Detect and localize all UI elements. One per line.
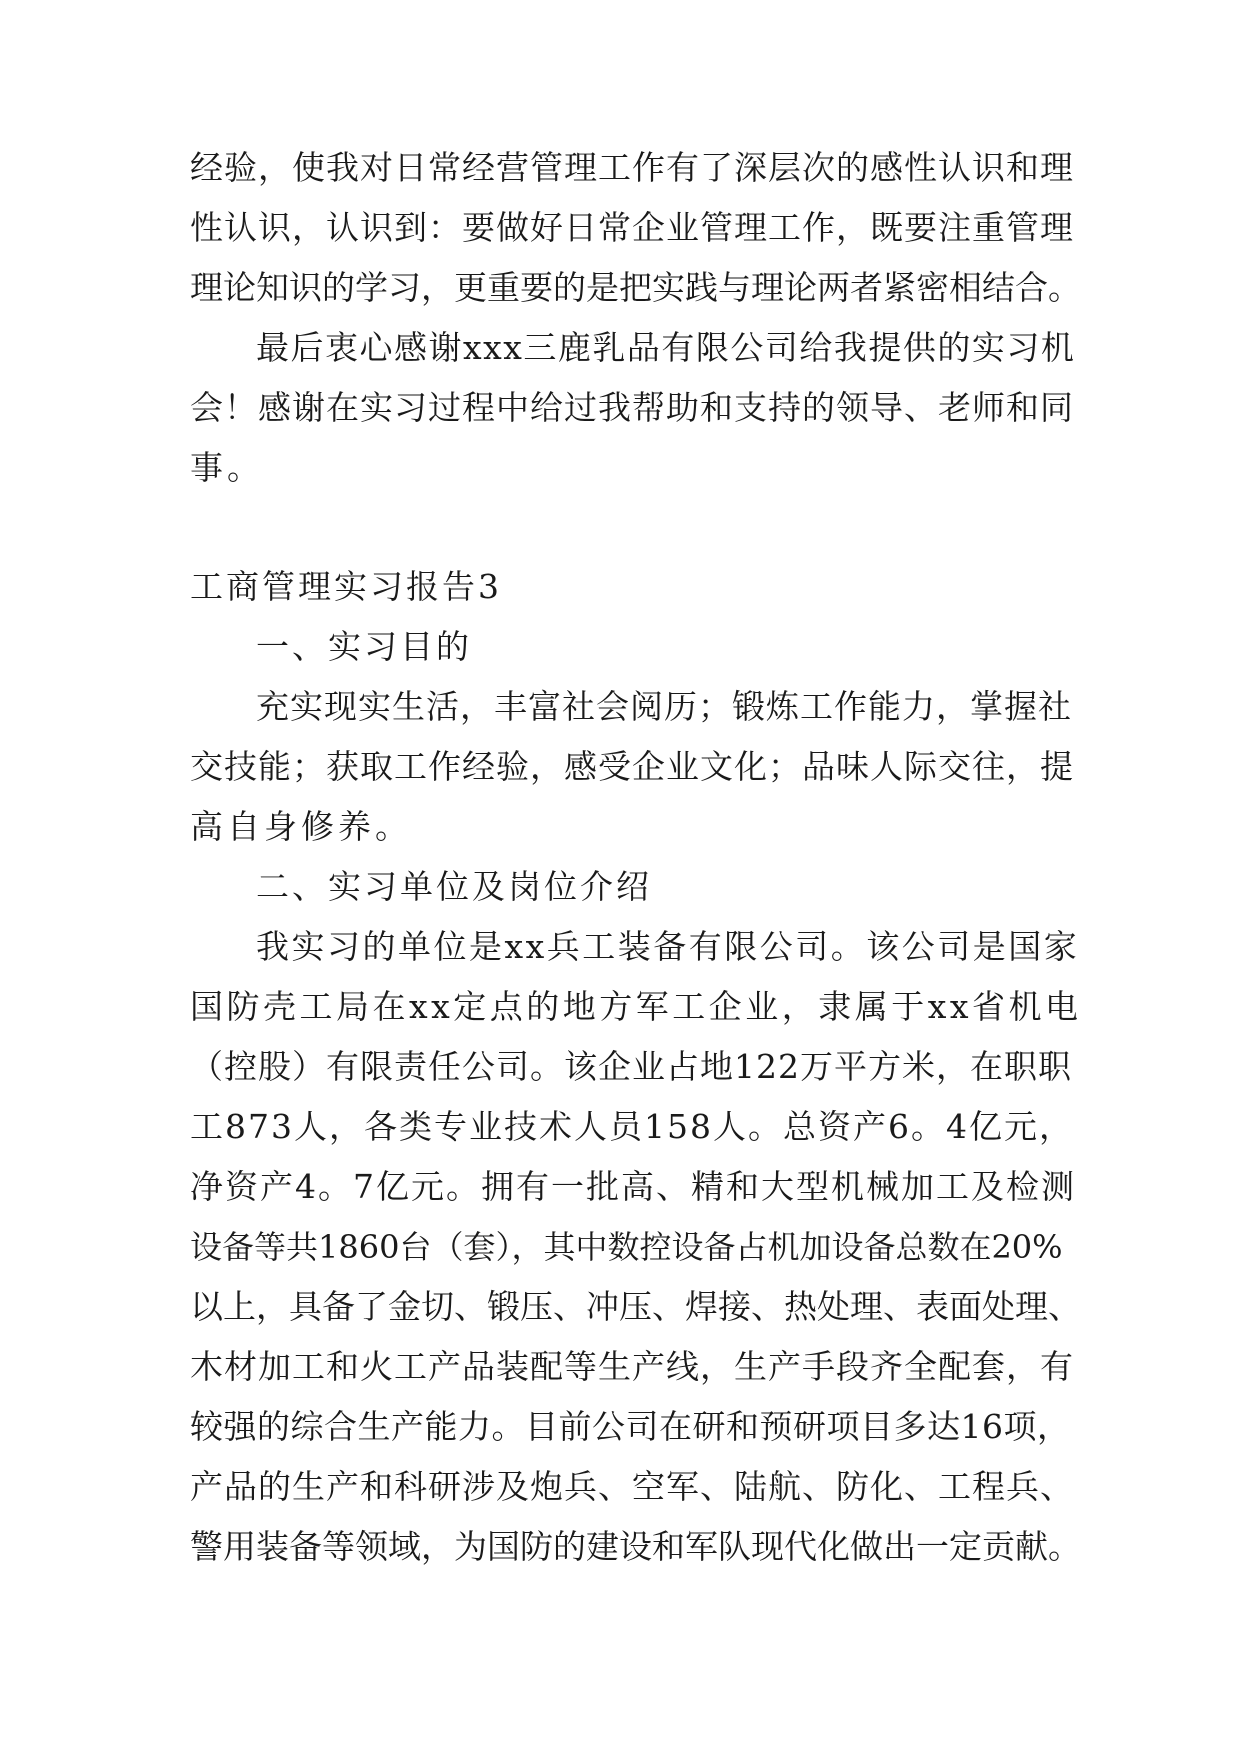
body-text-line: 警用装备等领域，为国防的建设和军队现代化做出一定贡献。: [190, 1527, 1081, 1566]
body-text-line: 性认识，认识到：要做好日常企业管理工作，既要注重管理: [190, 208, 1074, 247]
body-text-line: 我实习的单位是xx兵工装备有限公司。该公司是国家: [256, 927, 1080, 966]
body-text-line: 经验，使我对日常经营管理工作有了深层次的感性认识和理: [190, 148, 1074, 187]
body-text-line: 充实现实生活，丰富社会阅历；锻炼工作能力，掌握社: [256, 687, 1072, 726]
subsection-heading: 二、实习单位及岗位介绍: [256, 867, 652, 906]
body-text-line: （控股）有限责任公司。该企业占地122万平方米，在职职: [190, 1047, 1072, 1086]
body-text-line: 以上，具备了金切、锻压、冲压、焊接、热处理、表面处理、: [190, 1287, 1081, 1326]
body-text-line: 木材加工和火工产品装配等生产线，生产手段齐全配套，有: [190, 1347, 1074, 1386]
body-text-line: 交技能；获取工作经验，感受企业文化；品味人际交往，提: [190, 747, 1074, 786]
body-text-line: 理论知识的学习，更重要的是把实践与理论两者紧密相结合。: [190, 268, 1081, 307]
body-text-line: 高自身修养。: [190, 807, 412, 846]
body-text-line: 设备等共1860台（套），其中数控设备占机加设备总数在20%: [190, 1228, 1063, 1266]
body-text-line: 较强的综合生产能力。目前公司在研和预研项目多达16项，: [190, 1407, 1071, 1446]
section-title: 工商管理实习报告3: [190, 567, 502, 606]
body-text-line: 国防壳工局在xx定点的地方军工企业，隶属于xx省机电: [190, 987, 1082, 1026]
subsection-heading: 一、实习目的: [256, 627, 472, 666]
body-text-line: 会！感谢在实习过程中给过我帮助和支持的领导、老师和同: [190, 388, 1074, 427]
body-text-line: 产品的生产和科研涉及炮兵、空军、陆航、防化、工程兵、: [190, 1467, 1074, 1506]
body-text-line: 工873人，各类专业技术人员158人。总资产6。4亿元，: [190, 1107, 1074, 1146]
body-text-line: 净资产4。7亿元。拥有一批高、精和大型机械加工及检测: [190, 1167, 1076, 1206]
body-text-line: 最后衷心感谢xxx三鹿乳品有限公司给我提供的实习机: [256, 328, 1076, 367]
body-text-line: 事。: [190, 448, 264, 487]
